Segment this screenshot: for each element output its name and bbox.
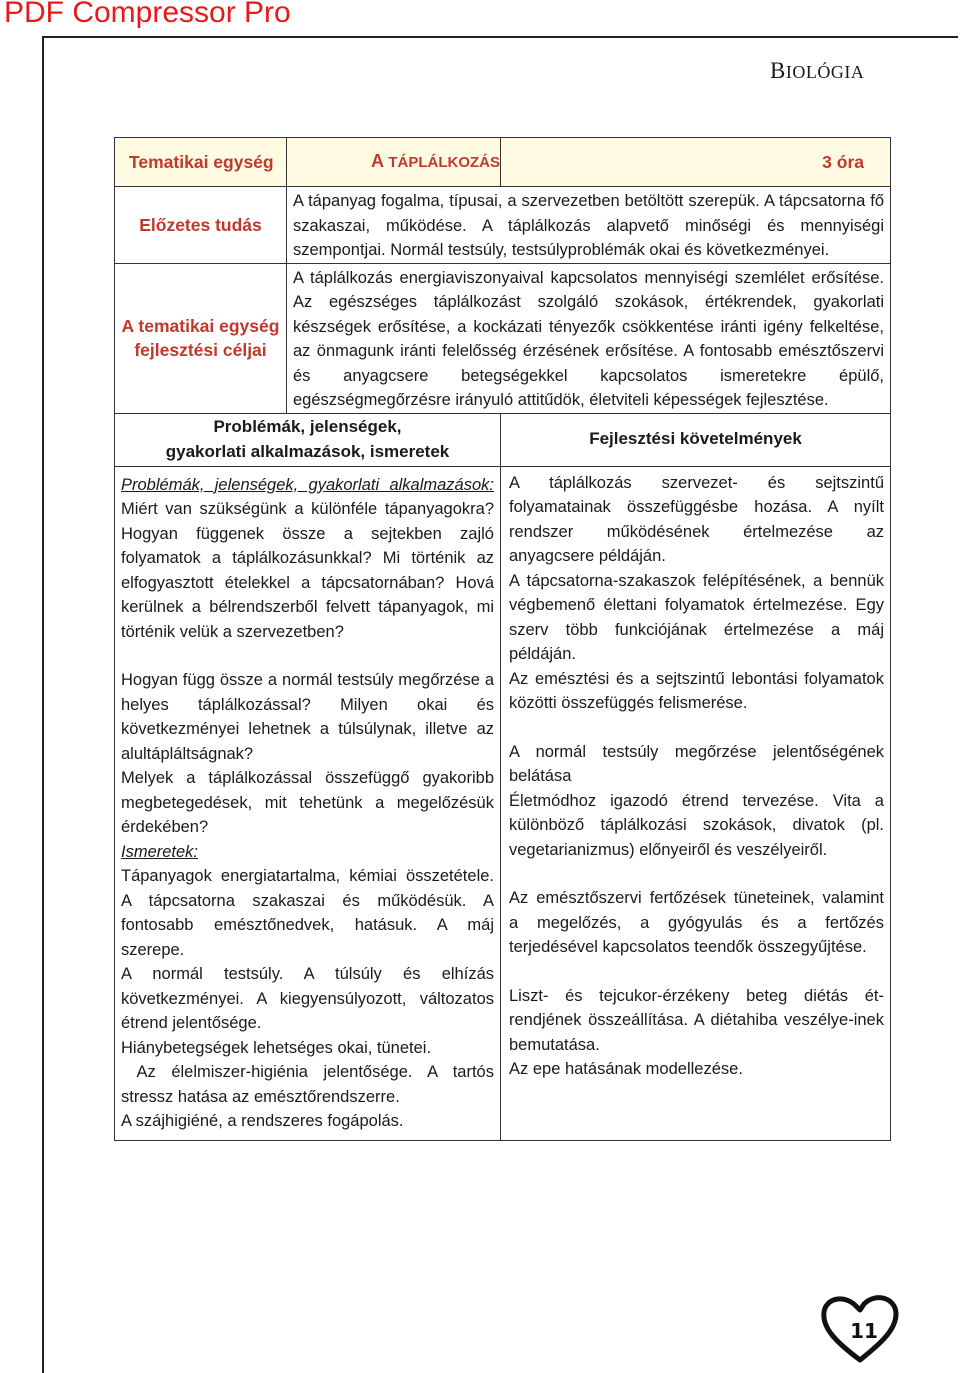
prior-knowledge-label: Előzetes tudás: [115, 187, 287, 264]
right-column-body: [501, 466, 891, 1140]
app-title: PDF Compressor Pro: [4, 0, 291, 29]
subject-heading: [770, 58, 864, 84]
subject-first-letter: B: [770, 58, 786, 83]
questions-block-1: Miért van szükségünk a különféle tápanyagokra? Hogyan függenek össze a sejtekben zajló folyamatok a táplálkozásunkkal? Mi történik az elfogyasztott ételekkel a tápcsatornában? Hová kerülnek a bélrendszerből felvett tápanyagok, mi történik velük a szervezetben?: [121, 500, 494, 641]
knowledge-3: Hiánybetegségek lehetséges okai, tünetei.: [121, 1038, 432, 1057]
goals-label-line1: A tematikai egység: [121, 316, 280, 336]
spacer: [121, 644, 494, 668]
content-row: [115, 466, 891, 1140]
problems-heading: Problémák, jelenségek, gyakorlati alkalmazások:: [121, 475, 494, 494]
right-column-header: Fejlesztési követelmények: [501, 413, 891, 466]
left-column-body: [115, 466, 501, 1140]
requirement-2: A tápcsatorna-szakaszok felépítésének, a bennük végbemenő élettani folyamatok értelmezése. Egy szerv több funkciójának értelmezése a máj példáján.: [509, 571, 884, 663]
requirement-6: Az emésztőszervi fertőzések tüneteinek, valamint a megelőzés, a gyógyulás és a fertőzés terjedésével kapcsolatos teendők összegyűjtése.: [509, 889, 884, 956]
knowledge-5: A szájhigiéné, a rendszeres fogápolás.: [121, 1112, 404, 1130]
questions-block-3: Melyek a táplálkozással összefüggő gyakoribb megbetegedések, mit tehetünk a megelőzésük érdekében?: [121, 769, 494, 836]
left-column-header-line1: Problémák, jelenségek,: [213, 417, 402, 436]
requirement-4: A normál testsúly megőrzése jelentőségének belátása: [509, 742, 884, 785]
goals-label-line2: fejlesztési céljai: [134, 340, 267, 360]
heart-icon: [818, 1290, 902, 1366]
knowledge-4: Az élelmiszer-higiénia jelentősége. A tartós stressz hatása az emésztőrendszerre.: [121, 1063, 499, 1106]
header-hours: 3 óra: [501, 138, 891, 187]
knowledge-2: A normál testsúly. A túlsúly és elhízás következményei. A kiegyensúlyozott, változatos étrend jelentősége.: [121, 965, 494, 1032]
page-number: 11: [850, 1319, 878, 1343]
prior-knowledge-text: A tápanyag fogalma, típusai, a szervezetben betöltött szerepük. A tápcsatorna fő szakaszai, működése. A táplálkozás alapvető minőségi és mennyiségi szempontjai. Normál testsúly, testsúlyproblémák okai és következményei.: [287, 187, 891, 264]
header-title-rest: TÁPLÁLKOZÁS: [388, 153, 500, 171]
goals-label: [115, 263, 287, 413]
header-title: [287, 138, 501, 187]
requirement-3: Az emésztési és a sejtszintű lebontási folyamatok közötti összefüggés felismerése.: [509, 669, 884, 712]
spacer: [509, 960, 884, 984]
requirement-7: Liszt- és tejcukor-érzékeny beteg diétás ét-rendjének összeállítása. A diétahiba veszélye-inek bemutatása.: [509, 986, 884, 1054]
subject-rest: IOLÓGIA: [785, 62, 865, 82]
requirement-8: Az epe hatásának modellezése.: [509, 1060, 743, 1078]
knowledge-heading: Ismeretek:: [121, 842, 199, 861]
header-title-first: A: [370, 150, 389, 171]
columns-header-row: [115, 413, 891, 466]
page-number-badge: [818, 1290, 902, 1366]
goals-text: A táplálkozás energiaviszonyaival kapcsolatos mennyiségi szemlélet erősítése. Az egészséges táplálkozást szolgáló szokások, értékrendek, gyakorlati készségek erősítése, a kockázati tényezők csökkentése iránti igény felkeltése, az önmagunk iránti felelősség érzésének erősítése. A fontosabb emésztőszervi és anyagcsere betegségekkel kapcsolatos ismeretekre épülő, egészségmegőrzésre irányuló attitűdök, életviteli képességek fejlesztése.: [287, 263, 891, 413]
spacer: [509, 862, 884, 886]
requirement-1: A táplálkozás szervezet- és sejtszintű folyamatainak összefüggésbe hozása. A nyílt rendszer működésének értelmezése az anyagcsere példáján.: [509, 473, 884, 565]
header-unit-label: Tematikai egység: [115, 138, 287, 187]
requirement-5: Életmódhoz igazodó étrend tervezése. Vita a különböző táplálkozási szokások, divatok (pl. vegetarianizmus) előnyeiről és veszélyeiről.: [509, 791, 884, 859]
questions-block-2: Hogyan függ össze a normál testsúly megőrzése a helyes táplálkozással? Milyen okai és következményei lehetnek a túlsúlynak, illetve az alultápláltságnak?: [121, 671, 494, 763]
table-header-row: [115, 138, 891, 187]
left-column-header-line2: gyakorlati alkalmazások, ismeretek: [165, 441, 450, 461]
left-column-header: [115, 413, 501, 466]
spacer: [509, 716, 884, 740]
prior-knowledge-row: [115, 187, 891, 264]
goals-row: [115, 263, 891, 413]
curriculum-table: [114, 137, 891, 1141]
knowledge-1: Tápanyagok energiatartalma, kémiai összetétele. A tápcsatorna szakaszai és működésük. A fontosabb emésztőnedvek, hatásuk. A máj szerepe.: [121, 867, 494, 959]
